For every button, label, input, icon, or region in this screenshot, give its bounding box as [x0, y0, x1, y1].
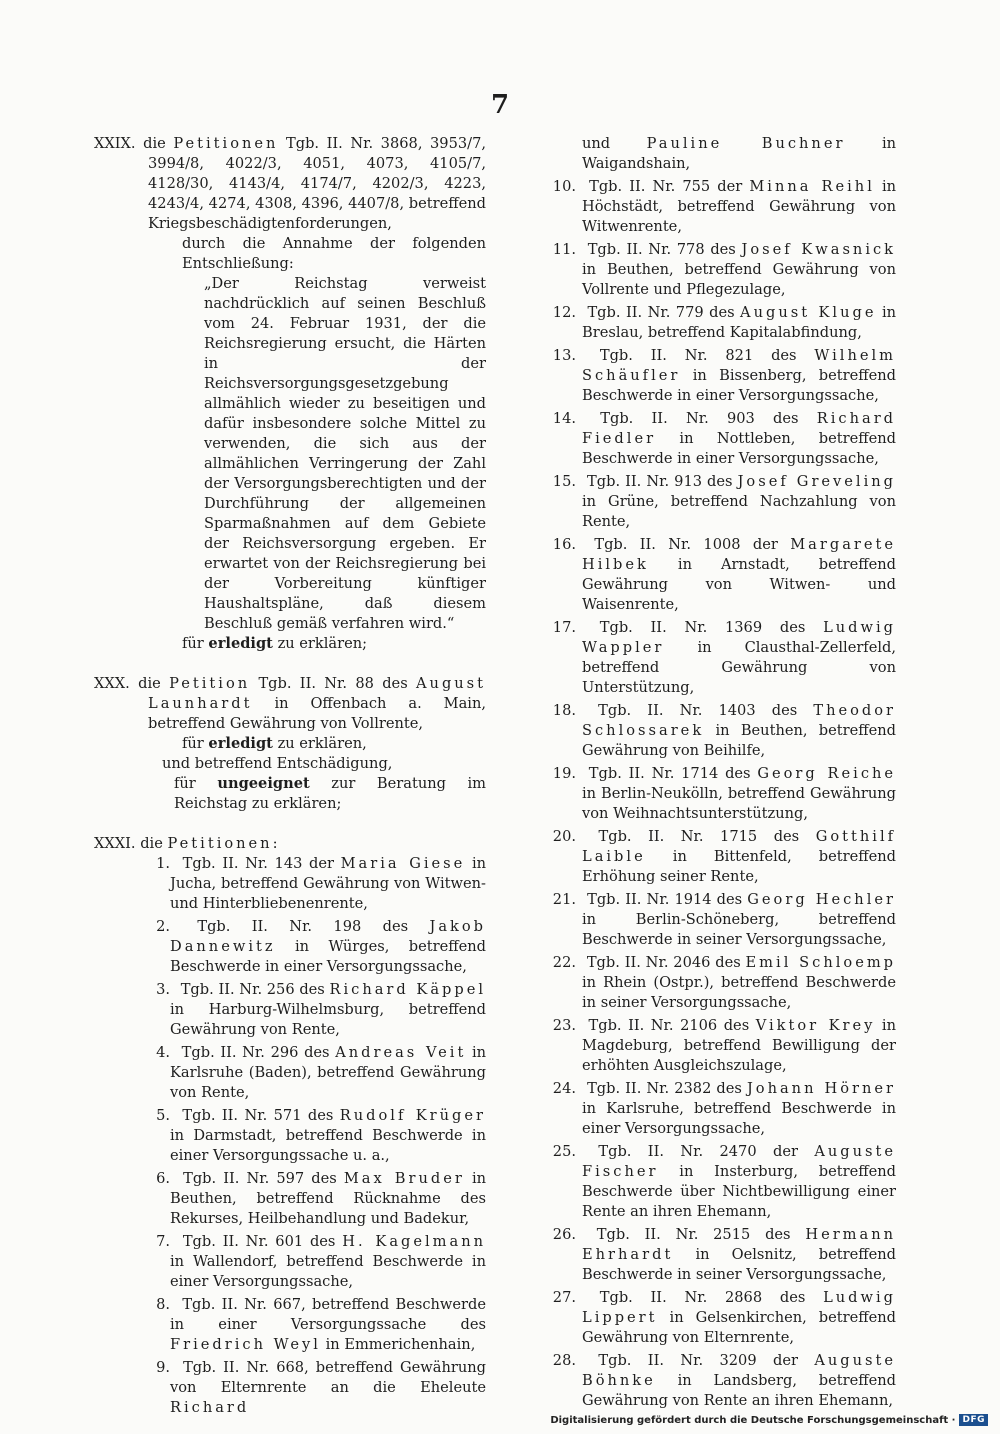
section-xxix-durch: durch die Annahme der folgenden Entschließung:	[182, 235, 486, 272]
petition-item	[540, 764, 896, 824]
result-zu-erklaeren: zu erklären;	[277, 635, 368, 652]
item-post: in Insterburg, betreffend Beschwerde über Nichtbewilligung einer Rente an ihren Ehemann,	[582, 1163, 896, 1220]
item-name: Ludwig Lippert	[582, 1289, 897, 1326]
item-name: Auguste Fischer	[582, 1143, 896, 1180]
item-post: in Beuthen, betreffend Rücknahme des Rekurses, Heilbehandlung und Badekur,	[170, 1170, 487, 1227]
item-name: Max Bruder	[343, 1170, 465, 1187]
item-name: Wilhelm Schäufler	[582, 347, 896, 384]
petition-item	[540, 1288, 896, 1348]
result-fuer: für	[174, 775, 196, 792]
item-number: 22.	[552, 954, 576, 971]
item-name: August Kluge	[740, 304, 877, 321]
section-xxix-petitionen: Petitionen	[173, 135, 279, 152]
result-zu-erklaeren: zu erklären,	[277, 735, 367, 752]
dfg-logo: DFG	[959, 1414, 988, 1426]
item-number: 15.	[552, 473, 576, 490]
item-name: Richard	[170, 1399, 250, 1416]
item-post: in Landsberg, betreffend Gewährung von Rente an ihren Ehemann,	[582, 1372, 896, 1409]
item-name: Pauline Buchner	[646, 135, 846, 152]
petition-item	[124, 854, 486, 914]
item-name: Georg Hechler	[747, 891, 896, 908]
item-name: Viktor Krey	[755, 1017, 876, 1034]
petition-item	[540, 346, 896, 406]
item-post: in Karlsruhe (Baden), betreffend Gewährung von Rente,	[170, 1044, 487, 1101]
item-name: Jakob Dannewitz	[170, 918, 486, 955]
item-pre: Tgb. II. Nr. 198 des	[197, 918, 409, 935]
item-pre: Tgb. II. Nr. 2470 der	[598, 1143, 798, 1160]
petition-item	[540, 1351, 896, 1411]
item-pre: Tgb. II. Nr. 2515 des	[596, 1226, 791, 1243]
item-name: Maria Giese	[340, 855, 466, 872]
item-name: Gotthilf Laible	[582, 828, 897, 865]
item-number: 24.	[552, 1080, 576, 1097]
item-post: in Nottleben, betreffend Beschwerde in einer Versorgungssache,	[582, 430, 897, 467]
item-pre: Tgb. II. Nr. 821 des	[599, 347, 797, 364]
item-pre: Tgb. II. Nr. 1715 des	[598, 828, 800, 845]
petition-item	[124, 1043, 486, 1103]
petition-item	[540, 827, 896, 887]
item-pre: Tgb. II. Nr. 2106 des	[588, 1017, 750, 1034]
item-number: 17.	[552, 619, 576, 636]
item-name: Minna Reihl	[749, 178, 875, 195]
item-number: 26.	[552, 1226, 576, 1243]
petition-item	[540, 409, 896, 469]
result-erledigt: erledigt	[208, 635, 273, 652]
result-fuer: für	[182, 735, 204, 752]
item-post: in Clausthal-Zellerfeld, betreffend Gewährung von Unterstützung,	[582, 639, 896, 696]
item-pre: Tgb. II. Nr. 667, betreffend Beschwerde in einer Versorgungssache des	[170, 1296, 487, 1333]
item-number: 11.	[552, 241, 576, 258]
footer-text: Digitalisierung gefördert durch die Deutsche Forschungsgemeinschaft ·	[550, 1414, 956, 1426]
item-pre: Tgb. II. Nr. 903 des	[600, 410, 799, 427]
section-xxix-intro	[94, 134, 486, 234]
item-post: in Breslau, betreffend Kapitalabfindung,	[582, 304, 897, 341]
item-post: in Emmerichenhain,	[325, 1336, 476, 1353]
item-number: 12.	[552, 304, 576, 321]
petition-item	[540, 1142, 896, 1222]
item-post: in Arnstadt, betreffend Gewährung von Witwen- und Waisenrente,	[582, 556, 896, 613]
item-number: 13.	[552, 347, 576, 364]
item-name: Josef Kwasnick	[741, 241, 897, 258]
item-post: in Oelsnitz, betreffend Beschwerde in seiner Versorgungssache,	[582, 1246, 897, 1283]
section-xxix-text: Tgb. II. Nr. 3868, 3953/7, 3994/8, 4022/3, 4051, 4073, 4105/7, 4128/30, 4143/4, 4174/7, 4202/3, 4223, 4243/4, 4274, 4308, 4396, 4407/8, betreffend Kriegsbeschädigtenforderungen,	[148, 135, 486, 232]
result-ungeeignet: ungeeignet	[217, 775, 310, 792]
section-xxx-petition: Petition	[169, 675, 251, 692]
item-pre: Tgb. II. Nr. 1008 der	[594, 536, 778, 553]
left-column	[94, 134, 486, 1421]
section-xxx-name: August Launhardt	[148, 675, 487, 712]
item-number: 27.	[552, 1289, 576, 1306]
item-name: Richard Fiedler	[582, 410, 897, 447]
item-post: in Berlin-Neukölln, betreffend Gewährung von Weihnachtsunterstützung,	[582, 785, 896, 822]
item-post: in Bissenberg, betreffend Beschwerde in einer Versorgungssache,	[582, 367, 896, 404]
petition-item	[540, 890, 896, 950]
result-fuer: für	[182, 635, 204, 652]
section-xxx-intro	[94, 674, 486, 734]
petition-item	[540, 1225, 896, 1285]
item-name: Theodor Schlossarek	[582, 702, 897, 739]
item-name: H. Kagelmann	[342, 1233, 487, 1250]
item-pre: Tgb. II. Nr. 1714 des	[588, 765, 751, 782]
petition-item	[540, 618, 896, 698]
item-post: in Beuthen, betreffend Gewährung von Vollrente und Pflegezulage,	[582, 261, 896, 298]
petition-item	[124, 1295, 486, 1355]
petition-item	[124, 980, 486, 1040]
petition-item	[124, 917, 486, 977]
petition-item-9-continued	[540, 134, 896, 174]
petition-item	[124, 1106, 486, 1166]
item-name: Josef Greveling	[737, 473, 897, 490]
item-number: 4.	[156, 1044, 170, 1061]
section-xxxi-petitionen: Petitionen:	[167, 835, 281, 852]
item-name: Auguste Böhnke	[582, 1352, 896, 1389]
item-pre: Tgb. II. Nr. 601 des	[182, 1233, 336, 1250]
item-pre: Tgb. II. Nr. 2382 des	[587, 1080, 742, 1097]
item-number: 5.	[156, 1107, 170, 1124]
item-post: in Rhein (Ostpr.), betreffend Beschwerde in seiner Versorgungssache,	[582, 974, 896, 1011]
item-post: in Harburg-Wilhelmsburg, betreffend Gewährung von Rente,	[170, 1001, 486, 1038]
right-column	[540, 134, 896, 1414]
item-name: Rudolf Krüger	[339, 1107, 486, 1124]
item-number: 19.	[552, 765, 576, 782]
item-post: in Höchstädt, betreffend Gewährung von Witwenrente,	[582, 178, 897, 235]
section-xxx-text2: in Offenbach a. Main, betreffend Gewährung von Vollrente,	[148, 695, 487, 732]
item-post: in Wallendorf, betreffend Beschwerde in einer Versorgungssache,	[170, 1253, 486, 1290]
item-number: 16.	[552, 536, 576, 553]
item-pre: Tgb. II. Nr. 2868 des	[599, 1289, 806, 1306]
item-post: in Grüne, betreffend Nachzahlung von Rente,	[582, 493, 896, 530]
result-zur-beratung: zur Beratung im Reichstag zu erklären;	[174, 775, 487, 812]
section-xxx-und: und betreffend Entschädigung,	[162, 755, 393, 772]
result-erledigt: erledigt	[208, 735, 273, 752]
petition-item	[124, 1169, 486, 1229]
section-xxix-head: XXIX. die	[94, 135, 166, 152]
item-number: 6.	[156, 1170, 170, 1187]
petition-item	[540, 701, 896, 761]
item-pre: Tgb. II. Nr. 571 des	[182, 1107, 334, 1124]
section-xxxi-label: XXXI. die	[94, 835, 163, 852]
item-pre: Tgb. II. Nr. 1403 des	[598, 702, 798, 719]
item-pre: Tgb. II. Nr. 1369 des	[599, 619, 806, 636]
petition-item	[540, 1079, 896, 1139]
item-pre: Tgb. II. Nr. 913 des	[587, 473, 733, 490]
item-pre: Tgb. II. Nr. 1914 des	[587, 891, 743, 908]
petition-item	[540, 535, 896, 615]
item-post: in Beuthen, betreffend Gewährung von Beihilfe,	[582, 722, 897, 759]
item-number: 25.	[552, 1143, 576, 1160]
section-xxix-quote: „Der Reichstag verweist nachdrücklich auf seinen Beschluß vom 24. Februar 1931, der die Reichsregierung ersucht, die Härten in der Reichsversorgungsgesetzgebung allmählich wieder zu beseitigen und dafür insbesondere solche Mittel zu verwenden, die sich aus der allmählichen Verringerung der Zahl der Versorgungsberechtigten und der Durchführung der allgemeinen Sparmaßnahmen auf dem Gebiete der Reichsversorgung ergeben. Er erwartet von der Reichsregierung bei der Vorbereitung künftiger Haushaltspläne, daß diesem Beschluß gemäß verfahren wird.“	[204, 275, 486, 632]
item-number: 28.	[552, 1352, 576, 1369]
item-post: in Würges, betreffend Beschwerde in einer Versorgungssache,	[170, 938, 487, 975]
item-post: in Magdeburg, betreffend Bewilligung der erhöhten Ausgleichszulage,	[582, 1017, 896, 1074]
item-number: 10.	[552, 178, 576, 195]
item-number: 1.	[156, 855, 170, 872]
item-post: in Berlin-Schöneberg, betreffend Beschwerde in seiner Versorgungssache,	[582, 911, 896, 948]
item-pre: Tgb. II. Nr. 779 des	[587, 304, 735, 321]
item-name: Richard Käppel	[329, 981, 487, 998]
item-post: in Bittenfeld, betreffend Erhöhung seiner Rente,	[582, 848, 897, 885]
item-post: in Jucha, betreffend Gewährung von Witwen- und Hinterbliebenenrente,	[170, 855, 487, 912]
petition-item	[540, 1016, 896, 1076]
petition-item	[540, 472, 896, 532]
petition-item	[124, 1358, 486, 1418]
item-post: in Darmstadt, betreffend Beschwerde in einer Versorgungssache u. a.,	[170, 1127, 486, 1164]
petition-item	[540, 240, 896, 300]
item-number: 3.	[156, 981, 170, 998]
item-name: Margarete Hilbek	[582, 536, 897, 573]
petition-item	[540, 177, 896, 237]
section-xxx-head: XXX. die	[94, 675, 161, 692]
item-pre: Tgb. II. Nr. 778 des	[587, 241, 736, 258]
item-post: in Waigandshain,	[582, 135, 897, 172]
item-post: in Gelsenkirchen, betreffend Gewährung von Elternrente,	[582, 1309, 896, 1346]
item-name: Andreas Veit	[335, 1044, 467, 1061]
item-pre: und	[582, 135, 611, 152]
item-post: in Karlsruhe, betreffend Beschwerde in einer Versorgungssache,	[582, 1100, 896, 1137]
item-pre: Tgb. II. Nr. 256 des	[180, 981, 325, 998]
item-name: Friedrich Weyl	[170, 1336, 321, 1353]
item-number: 9.	[156, 1359, 170, 1376]
item-number: 8.	[156, 1296, 170, 1313]
petition-list-right	[540, 177, 896, 1411]
page-number: 7	[490, 90, 510, 120]
petition-item	[124, 1232, 486, 1292]
item-number: 20.	[552, 828, 576, 845]
item-name: Hermann Ehrhardt	[582, 1226, 897, 1263]
item-number: 18.	[552, 702, 576, 719]
item-name: Georg Reiche	[757, 765, 897, 782]
item-pre: Tgb. II. Nr. 296 des	[181, 1044, 330, 1061]
item-name: Emil Schloemp	[745, 954, 897, 971]
item-pre: Tgb. II. Nr. 3209 der	[598, 1352, 798, 1369]
item-pre: Tgb. II. Nr. 755 der	[589, 178, 743, 195]
section-xxxi-head	[94, 834, 486, 854]
item-name: Johann Hörner	[746, 1080, 897, 1097]
section-xxx-text1: Tgb. II. Nr. 88 des	[258, 675, 408, 692]
item-name: Ludwig Wappler	[582, 619, 897, 656]
section-xxix-result	[182, 634, 486, 654]
item-number: 2.	[156, 918, 170, 935]
petition-list-left	[124, 854, 486, 1418]
item-number: 23.	[552, 1017, 576, 1034]
item-pre: Tgb. II. Nr. 143 der	[182, 855, 334, 872]
item-number: 7.	[156, 1233, 170, 1250]
footer-credit	[550, 1414, 988, 1426]
petition-item	[540, 303, 896, 343]
item-number: 14.	[552, 410, 576, 427]
item-number: 21.	[552, 891, 576, 908]
item-pre: Tgb. II. Nr. 668, betreffend Gewährung von Elternrente an die Eheleute	[170, 1359, 487, 1396]
petition-item	[540, 953, 896, 1013]
section-xxx-result2	[174, 774, 486, 814]
item-pre: Tgb. II. Nr. 2046 des	[586, 954, 741, 971]
section-xxx-result1	[182, 734, 486, 754]
item-pre: Tgb. II. Nr. 597 des	[183, 1170, 337, 1187]
